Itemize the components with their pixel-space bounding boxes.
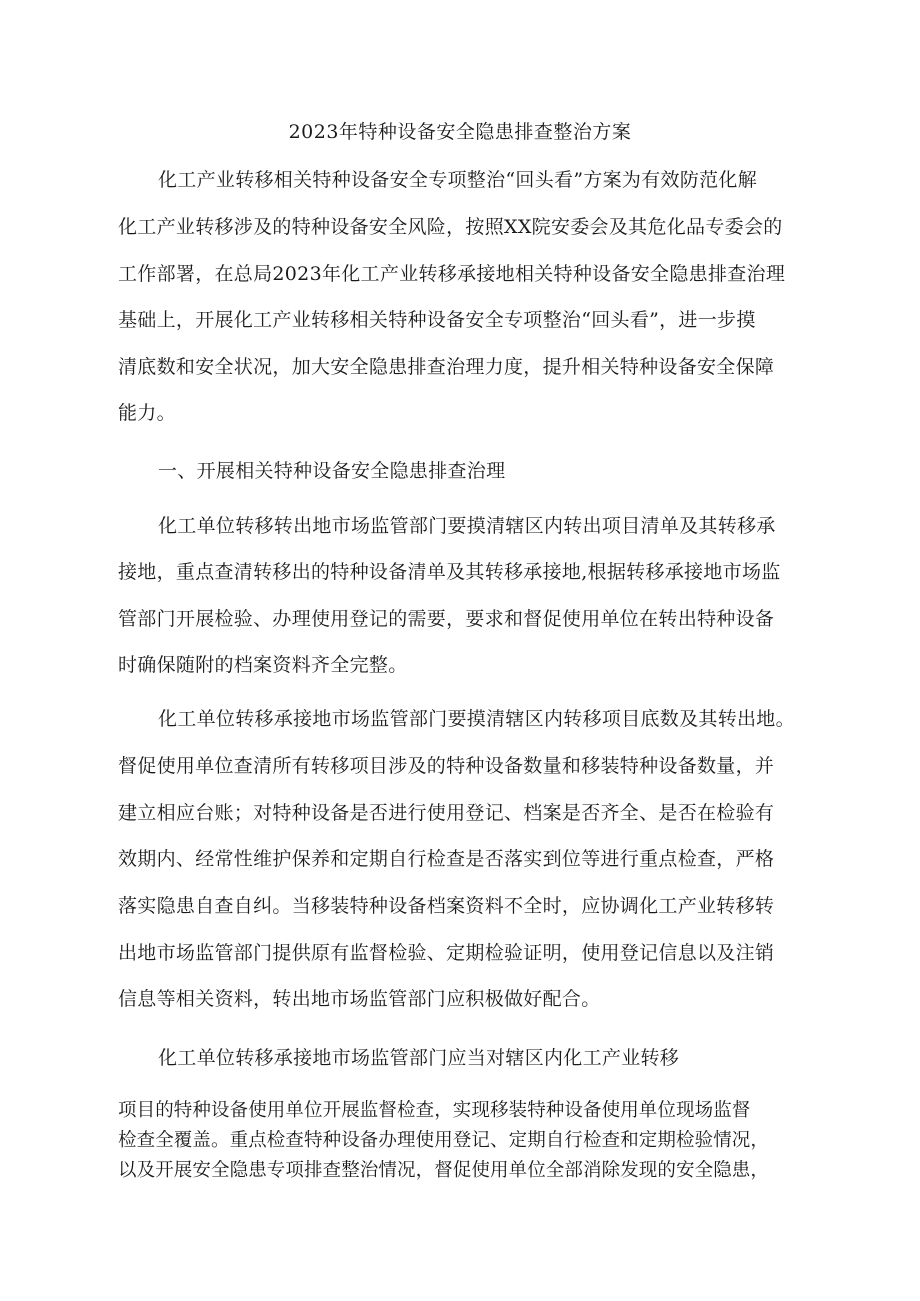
paragraph-line: 管部门开展检验、办理使用登记的需要，要求和督促使用单位在转出特种设备 [118,608,775,630]
paragraph-line: 信息等相关资料，转出地市场监管部门应积极做好配合。 [118,988,601,1010]
paragraph-line: 化工单位转移转出地市场监管部门要摸清辖区内转出项目清单及其转移承 [158,515,776,537]
paragraph-line: 督促使用单位查清所有转移项目涉及的特种设备数量和移装特种设备数量，并 [118,755,775,777]
paragraph-line: 化工单位转移承接地市场监管部门要摸清辖区内转移项目底数及其转出地。 [158,708,795,730]
paragraph-line: 化工产业转移相关特种设备安全专项整治“回头看”方案为有效防范化解 [158,169,758,191]
paragraph-line: 基础上，开展化工产业转移相关特种设备安全专项整治“回头看”，进一步摸 [118,309,756,331]
paragraph-line: 检查全覆盖。重点检查特种设备办理使用登记、定期自行检查和定期检验情况， [118,1130,770,1151]
paragraph-line: 工作部署，在总局2023年化工产业转移承接地相关特种设备安全隐患排查治理 [118,263,786,285]
paragraph-line: 化工单位转移承接地市场监管部门应当对辖区内化工产业转移 [158,1047,680,1069]
document-title: 2023年特种设备安全隐患排查整治方案 [288,121,632,143]
paragraph-line: 化工产业转移涉及的特种设备安全风险，按照XX院安委会及其危化品专委会的 [118,216,783,238]
paragraph-line: 项目的特种设备使用单位开展监督检查，实现移装特种设备使用单位现场监督 [118,1100,751,1121]
paragraph-line: 接地，重点查清转移出的特种设备清单及其转移承接地,根据转移承接地市场监 [118,561,781,583]
paragraph-line: 时确保随附的档案资料齐全完整。 [118,654,408,676]
paragraph-line: 建立相应台账；对特种设备是否进行使用登记、档案是否齐全、是否在检验有 [118,802,775,824]
paragraph-line: 出地市场监管部门提供原有监督检验、定期检验证明，使用登记信息以及注销 [118,942,775,964]
paragraph-line: 以及开展安全隐患专项排查整治情况，督促使用单位全部消除发现的安全隐患， [118,1160,770,1181]
paragraph-line: 落实隐患自查自纠。当移装特种设备档案资料不全时，应协调化工产业转移转 [118,895,775,917]
paragraph-line: 清底数和安全状况，加大安全隐患排查治理力度，提升相关特种设备安全保障 [118,356,775,378]
paragraph-line: 能力。 [118,402,176,424]
paragraph-line: 效期内、经常性维护保养和定期自行检查是否落实到位等进行重点检查，严格 [118,848,775,870]
section-heading: 一、开展相关特种设备安全隐患排查治理 [158,460,506,482]
